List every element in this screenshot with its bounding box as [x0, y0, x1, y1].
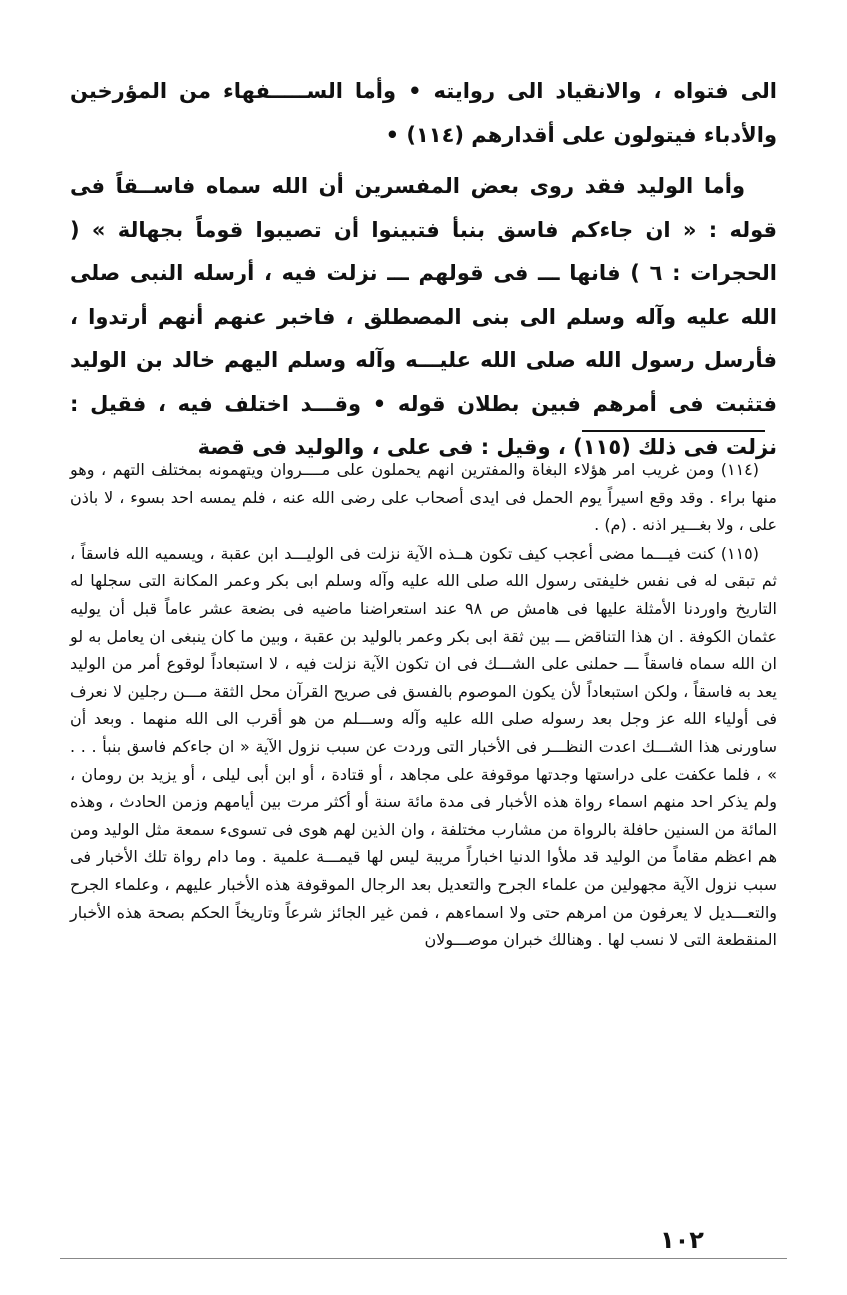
footnotes	[70, 456, 777, 954]
main-paragraph-1: الى فتواه ، والانقياد الى روايته • وأما الســـــفهاء من المؤرخين والأدباء فيتولون على أقدارهم (١١٤) •	[70, 79, 777, 147]
page-number: ١٠٢	[660, 1226, 704, 1254]
main-paragraph-2: وأما الوليد فقد روى بعض المفسرين أن الله سماه فاســقاً فى قوله : « ان جاءكم فاسق بنبأ فتبينوا أن تصيبوا قوماً بجهالة » ( الحجرات : ٦ ) فانها ـــ فى قولهم ـــ نزلت فيه ، أرسله النبى صلى الله عليه وآله وسلم الى بنى المصطلق ، فاخبر عنهم أنهم أرتدوا ، فأرسل رسول الله صلى الله عليـــه وآله وسلم اليهم خالد بن الوليد فتثبت فى أمرهم فبين بطلان قوله • وقـــد اختلف فيه ، فقيل : نزلت فى ذلك (١١٥) ، وقيل : فى على ، والوليد فى قصة	[70, 174, 777, 459]
footnote-separator	[582, 430, 765, 432]
footnote-115: (١١٥) كنت فيـــما مضى أعجب كيف تكون هــذه الآية نزلت فى الوليـــد ابن عقبة ، ويسميه الله فاسقاً ، ثم تبقى له فى نفس خليفتى رسول الله صلى الله عليه وآله وسلم ابى بكر وعمر المكانة التى سجلها له التاريخ واوردنا الأمثلة عليها فى هامش ص ٩٨ عند استعراضنا ماضيه فى بضعة عشر عاماً قبل أن يوليه عثمان الكوفة . ان هذا التناقض ـــ بين ثقة ابى بكر وعمر بالوليد بن عقبة ، وبين ما كان ينبغى ان يعامل به لو ان الله سماه فاسقاً ـــ حملنى على الشـــك فى ان تكون الآية نزلت فيه ، لا استبعاداً لوقوع أمر من الوليد يعد به فاسقاً ، ولكن استبعاداً لأن يكون الموصوم بالفسق فى صريح القرآن محل الثقة مـــن رجلين لا نعرف فى أولياء الله عز وجل بعد رسوله صلى الله عليه وآله وســـلم من هو أقرب الى الله منهما . وبعد أن ساورنى هذا الشـــك اعدت النظـــر فى الأخبار التى وردت عن سبب نزول الآية « ان جاءكم فاسق بنبأ . . . » ، فلما عكفت على دراستها وجدتها موقوفة على مجاهد ، أو قتادة ، أو ابن أبى ليلى ، أو يزيد بن رومان ، ولم يذكر احد منهم اسماء رواة هذه الأخبار فى مدة مائة سنة أو أكثر مرت بين أيامهم وزمن الحادث ، وهذه المائة من السنين حافلة بالرواة من مشارب مختلفة ، وان الذين لهم هوى فى تسوىء سمعة مثل الوليد ومن هم اعظم مقاماً من الوليد قد ملأوا الدنيا اخباراً مريبة ليس لها قيمـــة علمية . وما دام رواة تلك الأخبار فى سبب نزول الآية مجهولين من علماء الجرح والتعديل بعد الرجال الموقوفة هذه الأخبار عليهم ، وعلماء الجرح والتعـــديل لا يعرفون من امرهم حتى ولا اسماءهم ، فمن غير الجائز شرعاً وتاريخاً الحكم بصحة هذه الأخبار المنقطعة التى لا نسب لها . وهنالك خبران موصـــولان	[70, 543, 777, 950]
main-text	[70, 70, 777, 470]
bottom-rule	[60, 1258, 787, 1259]
footnote-114: (١١٤) ومن غريب امر هؤلاء البغاة والمفترين انهم يحملون على مــــروان ويتهمونه بمختلف التهم ، وهو منها براء . وقد وقع اسيراً يوم الحمل فى ايدى أصحاب على رضى الله عنه ، فلم يمسه احد بسوء ، لا باذن على ، ولا بغـــير اذنه . (م) .	[70, 460, 777, 535]
